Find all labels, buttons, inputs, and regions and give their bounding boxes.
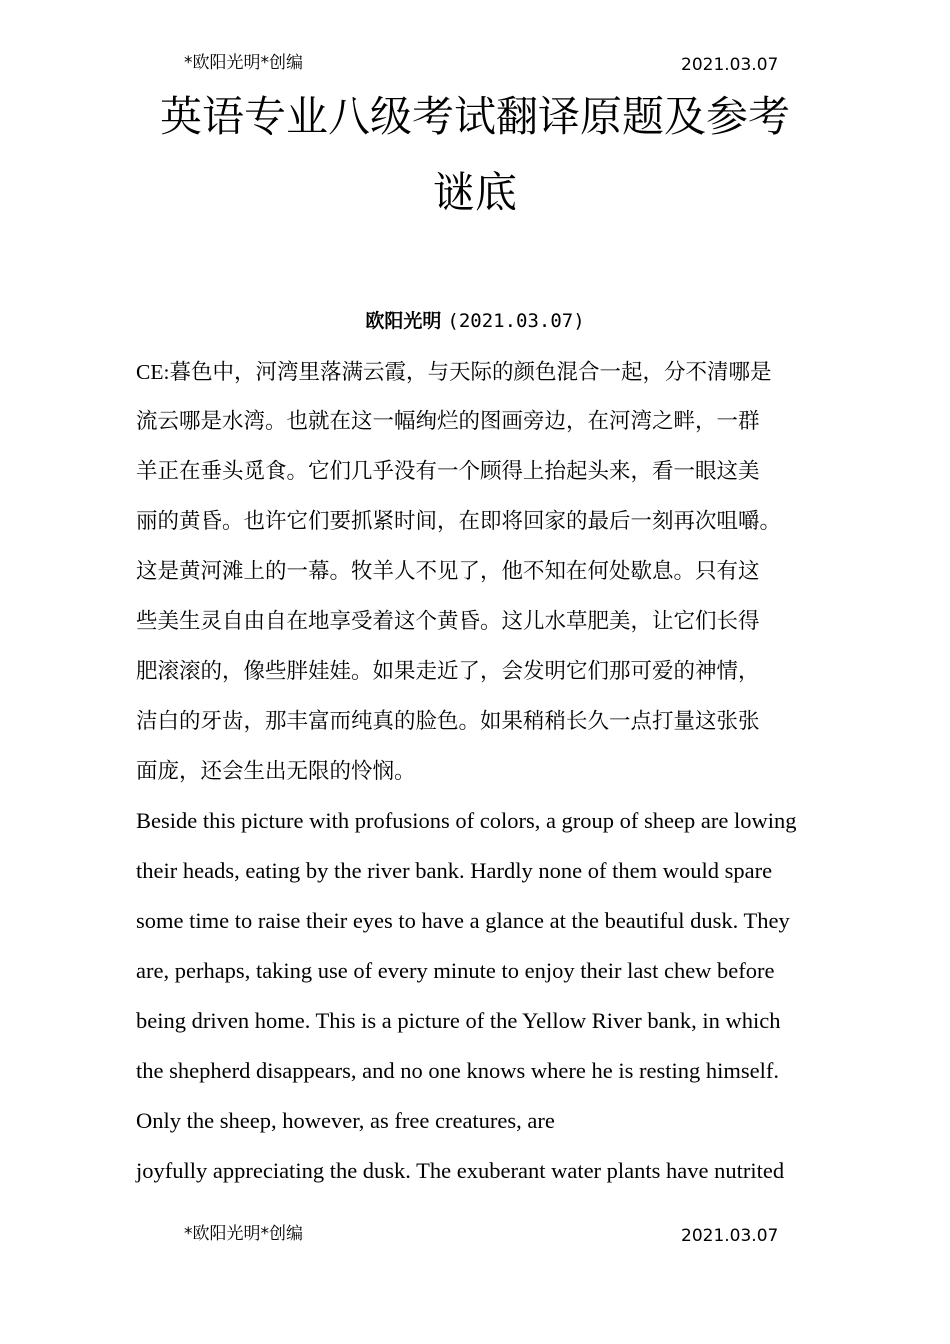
header-author: *欧阳光明*创编: [184, 53, 303, 73]
header-date: 2021.03.07: [681, 55, 779, 75]
paragraph-line: their heads, eating by the river bank. Hardly none of them would spare: [136, 858, 773, 883]
paragraph-line: some time to raise their eyes to have a glance at the beautiful dusk. They: [136, 908, 790, 933]
paragraph-line: 羊正在垂头觅食。它们几乎没有一个顾得上抬起头来，看一眼这美: [136, 459, 760, 484]
byline-author: 欧阳光明: [365, 310, 442, 332]
paragraph-line: 这是黄河滩上的一幕。牧羊人不见了，他不知在何处歇息。只有这: [136, 559, 760, 584]
footer-author: *欧阳光明*创编: [184, 1224, 303, 1244]
paragraph-line: 洁白的牙齿，那丰富而纯真的脸色。如果稍稍长久一点打量这张张: [136, 709, 760, 734]
paragraph-line: 面庞，还会生出无限的怜悯。: [136, 759, 416, 784]
paragraph-line: 流云哪是水湾。也就在这一幅绚烂的图画旁边，在河湾之畔，一群: [136, 409, 760, 434]
document-title-line-2: 谜底: [432, 168, 517, 217]
document-title-line-1: 英语专业八级考试翻译原题及参考: [159, 92, 790, 141]
ce-label: CE:: [136, 360, 170, 384]
byline-date: (2021.03.07): [447, 310, 585, 332]
paragraph-line-text: 暮色中，河湾里落满云霞，与天际的颜色混合一起，分不清哪是: [169, 360, 772, 385]
paragraph-line: Only the sheep, however, as free creatures, are: [136, 1108, 555, 1133]
paragraph-line: 丽的黄昏。也许它们要抓紧时间，在即将回家的最后一刻再次咀嚼。: [136, 509, 782, 534]
paragraph-line: being driven home. This is a picture of the Yellow River bank, in which: [136, 1008, 781, 1033]
byline: [100, 308, 850, 334]
paragraph-line: 肥滚滚的，像些胖娃娃。如果走近了，会发明它们那可爱的神情，: [136, 659, 760, 684]
paragraph-line: the shepherd disappears, and no one knows where he is resting himself.: [136, 1058, 779, 1083]
paragraph-line: 些美生灵自由自在地享受着这个黄昏。这儿水草肥美，让它们长得: [136, 609, 760, 634]
chinese-source-paragraph: [136, 347, 781, 797]
english-translation-paragraph: [136, 796, 797, 1196]
paragraph-line: are, perhaps, taking use of every minute to enjoy their last chew before: [136, 958, 775, 983]
paragraph-line: [136, 347, 781, 397]
footer-date: 2021.03.07: [681, 1226, 779, 1246]
paragraph-line: Beside this picture with profusions of colors, a group of sheep are lowing: [136, 808, 797, 833]
paragraph-line: joyfully appreciating the dusk. The exuberant water plants have nutrited: [136, 1158, 785, 1183]
